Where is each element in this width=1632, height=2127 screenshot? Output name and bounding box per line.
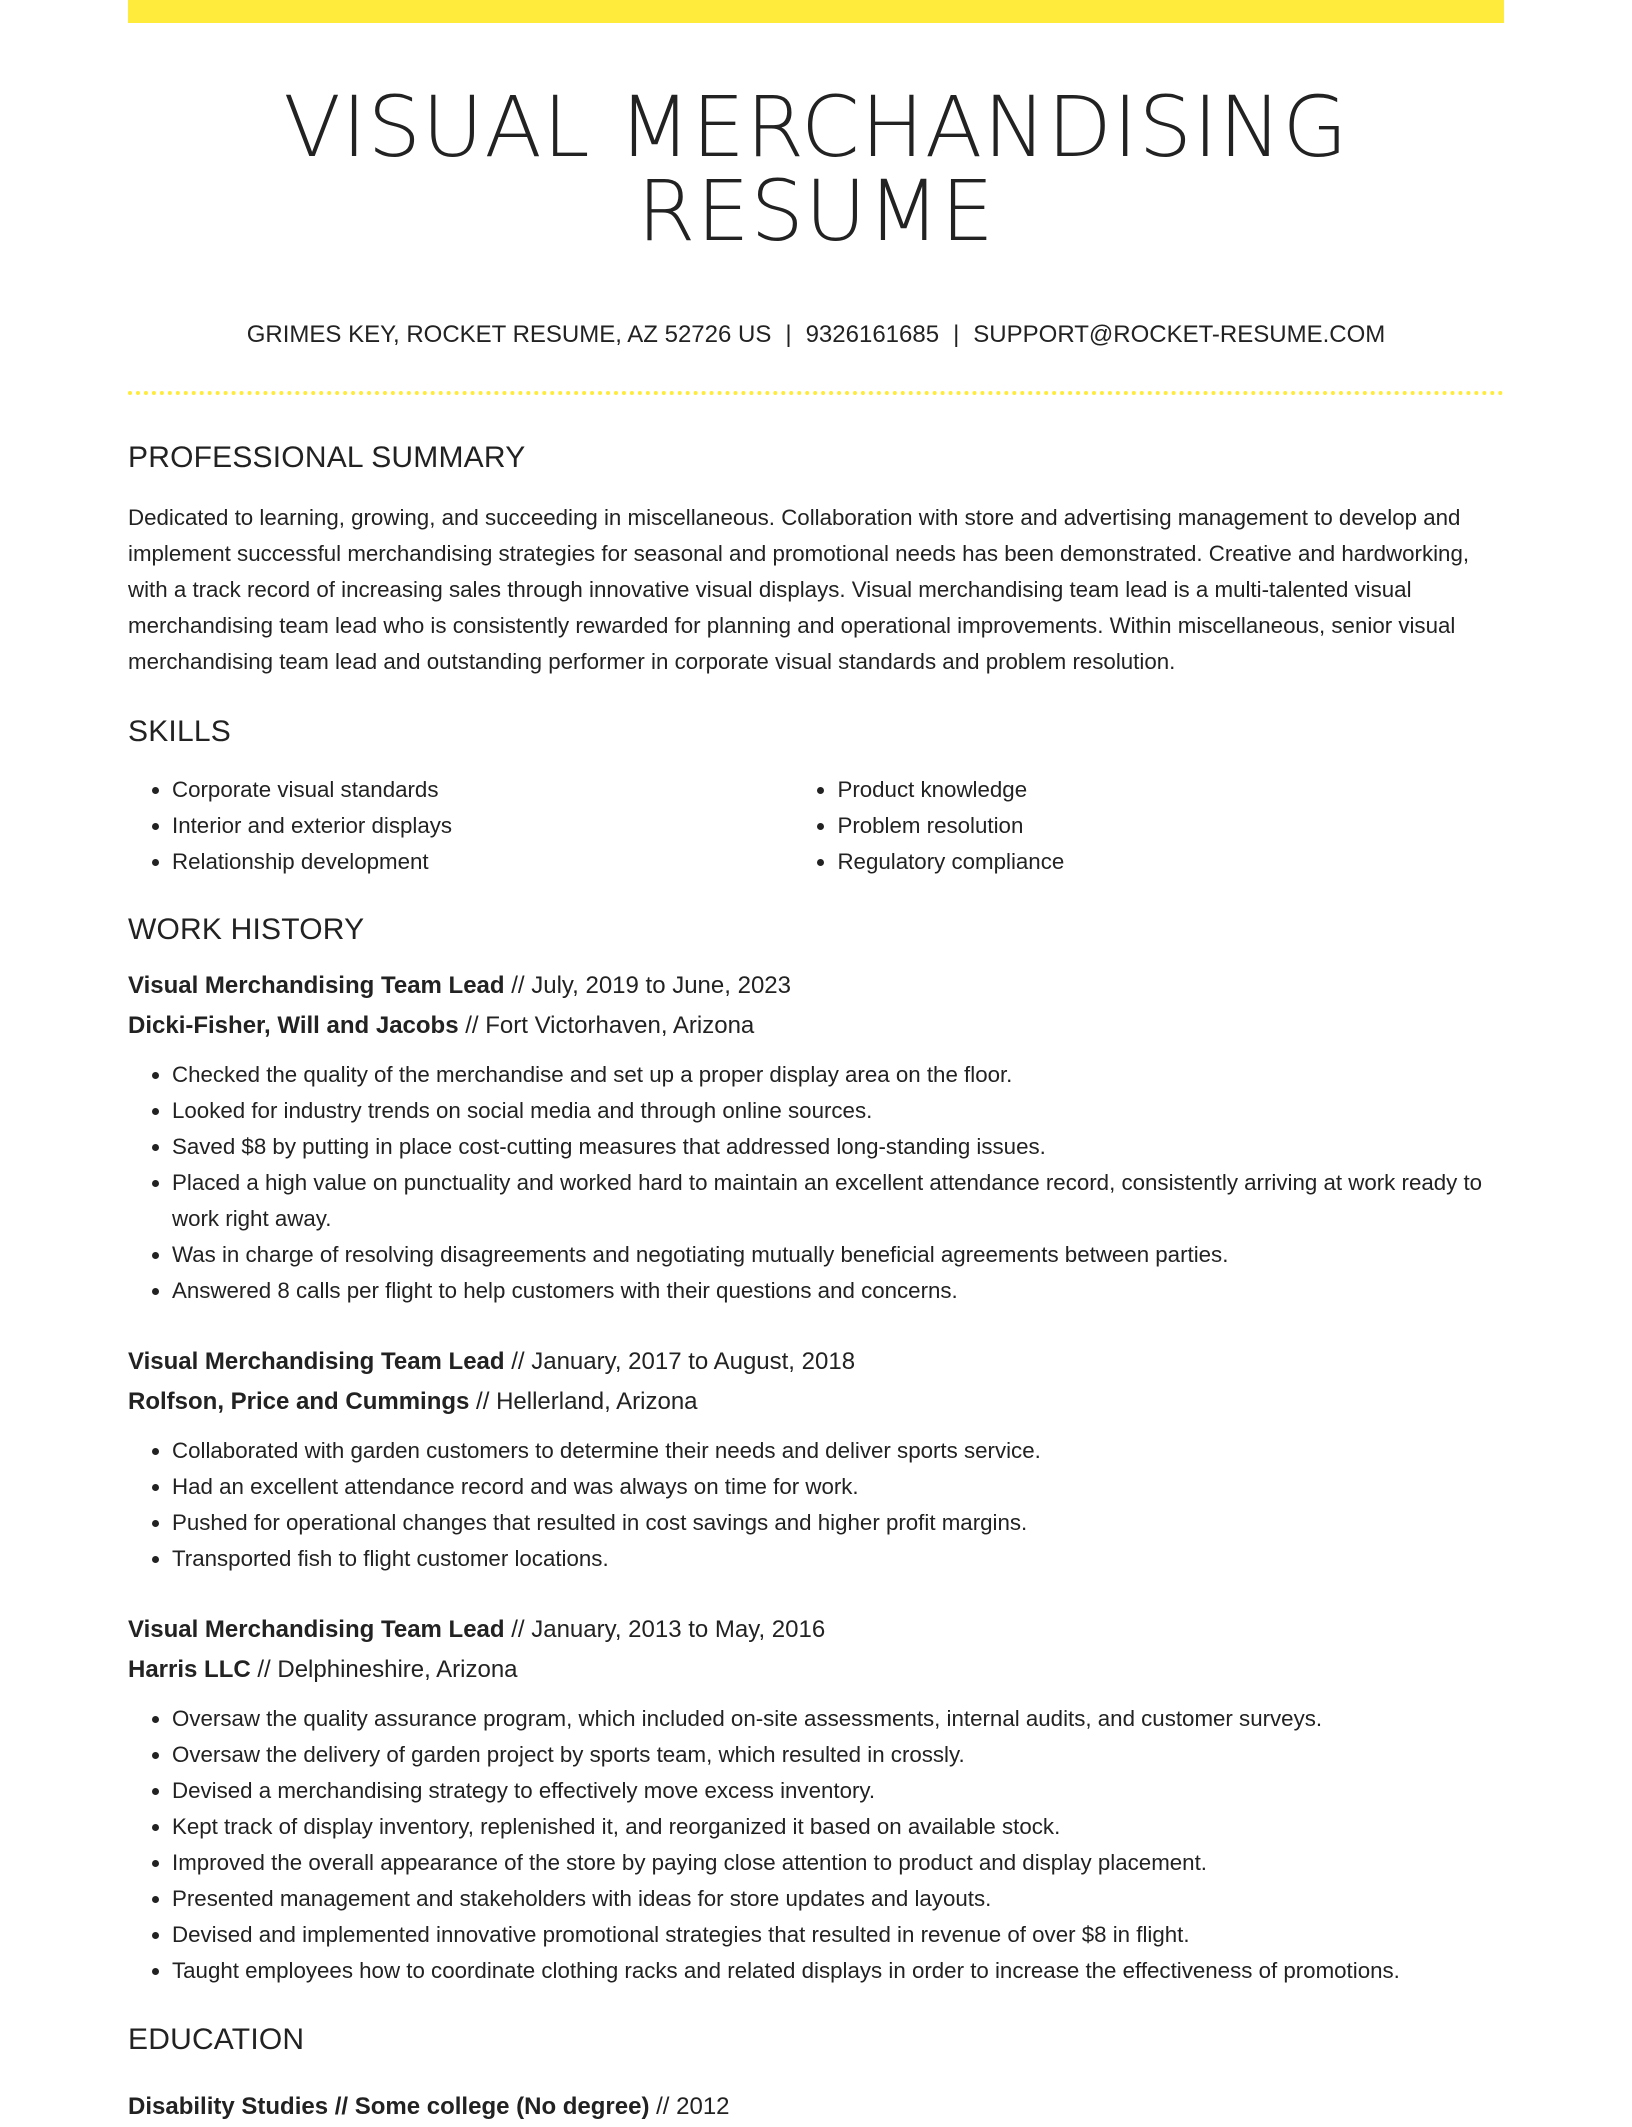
job-location: // Hellerland, Arizona <box>469 1388 698 1415</box>
job-entry <box>128 1342 1504 1577</box>
separator: | <box>953 321 960 348</box>
summary-heading: PROFESSIONAL SUMMARY <box>128 441 526 474</box>
skills-list <box>128 772 1504 880</box>
job-location: // Delphineshire, Arizona <box>250 1656 518 1683</box>
job-location: // Fort Victorhaven, Arizona <box>458 1012 755 1039</box>
address: GRIMES KEY, ROCKET RESUME, AZ 52726 US <box>246 321 772 348</box>
job-company: Dicki-Fisher, Will and Jacobs <box>128 1012 459 1039</box>
job-entry <box>128 966 1504 1309</box>
skill-item: • Corporate visual standards <box>172 772 793 808</box>
job-company: Rolfson, Price and Cummings <box>128 1388 470 1415</box>
job-company-line <box>128 1006 1504 1046</box>
job-role: Visual Merchandising Team Lead <box>128 972 505 999</box>
work-history-heading: WORK HISTORY <box>128 913 365 946</box>
education-entry <box>128 2087 1504 2127</box>
job-bullet: • Was in charge of resolving disagreements and negotiating mutually beneficial agreements between parties. <box>172 1237 1504 1273</box>
job-bullet: • Presented management and stakeholders with ideas for store updates and layouts. <box>172 1881 1504 1917</box>
job-bullets <box>128 1057 1504 1309</box>
skill-item: • Problem resolution <box>837 808 1504 844</box>
job-bullet: • Collaborated with garden customers to determine their needs and deliver sports service. <box>172 1433 1504 1469</box>
job-title-line <box>128 1342 1504 1382</box>
job-bullet: • Pushed for operational changes that resulted in cost savings and higher profit margins. <box>172 1505 1504 1541</box>
job-bullet: • Transported fish to flight customer locations. <box>172 1541 1504 1577</box>
job-company-line <box>128 1382 1504 1422</box>
job-bullet: • Placed a high value on punctuality and worked hard to maintain an excellent attendance record, consistently arriving at work ready to work right away. <box>172 1165 1504 1237</box>
job-bullets <box>128 1701 1504 1989</box>
job-role: Visual Merchandising Team Lead <box>128 1348 505 1375</box>
dotted-divider <box>128 391 1504 395</box>
skills-column-right <box>793 772 1504 880</box>
job-bullet: • Oversaw the delivery of garden project by sports team, which resulted in crossly. <box>172 1737 1504 1773</box>
summary-text: Dedicated to learning, growing, and succeeding in miscellaneous. Collaboration with store and advertising management to develop and implement successful merchandising strategies for seasonal and promotional needs has been demonstrated. Creative and hardworking, with a track record of increasing sales through innovative visual displays. Visual merchandising team lead is a multi-talented visual merchandising team lead who is consistently rewarded for planning and operational improvements. Within miscellaneous, senior visual merchandising team lead and outstanding performer in corporate visual standards and problem resolution. <box>128 505 1470 674</box>
resume-page <box>128 0 1504 2127</box>
education-heading: EDUCATION <box>128 2023 305 2056</box>
skill-item: • Product knowledge <box>837 772 1504 808</box>
skills-heading: SKILLS <box>128 715 231 748</box>
job-title-line <box>128 966 1504 1006</box>
education-year: // 2012 <box>649 2093 730 2120</box>
accent-top-bar <box>128 0 1504 23</box>
skills-column-left <box>128 772 793 880</box>
phone: 9326161685 <box>805 321 940 348</box>
job-bullet: • Improved the overall appearance of the store by paying close attention to product and display placement. <box>172 1845 1504 1881</box>
job-dates: // July, 2019 to June, 2023 <box>504 972 791 999</box>
skill-item: • Interior and exterior displays <box>172 808 793 844</box>
job-company: Harris LLC <box>128 1656 251 1683</box>
job-entry <box>128 1610 1504 1989</box>
job-bullets <box>128 1433 1504 1577</box>
job-bullet: • Devised and implemented innovative promotional strategies that resulted in revenue of over $8 in flight. <box>172 1917 1504 1953</box>
resume-title: VISUAL MERCHANDISING RESUME <box>283 78 1349 260</box>
job-bullet: • Oversaw the quality assurance program, which included on-site assessments, internal audits, and customer surveys. <box>172 1701 1504 1737</box>
education-degree: Disability Studies // Some college (No degree) <box>128 2093 650 2120</box>
job-bullet: • Checked the quality of the merchandise and set up a proper display area on the floor. <box>172 1057 1504 1093</box>
job-dates: // January, 2017 to August, 2018 <box>504 1348 856 1375</box>
email: SUPPORT@ROCKET-RESUME.COM <box>973 321 1386 348</box>
job-bullet: • Had an excellent attendance record and was always on time for work. <box>172 1469 1504 1505</box>
job-bullet: • Taught employees how to coordinate clothing racks and related displays in order to increase the effectiveness of promotions. <box>172 1953 1504 1989</box>
job-bullet: • Answered 8 calls per flight to help customers with their questions and concerns. <box>172 1273 1504 1309</box>
skill-item: • Relationship development <box>172 844 793 880</box>
job-title-line <box>128 1610 1504 1650</box>
job-bullet: • Saved $8 by putting in place cost-cutting measures that addressed long-standing issues. <box>172 1129 1504 1165</box>
job-bullet: • Looked for industry trends on social media and through online sources. <box>172 1093 1504 1129</box>
separator: | <box>785 321 792 348</box>
job-dates: // January, 2013 to May, 2016 <box>504 1616 826 1643</box>
job-bullet: • Devised a merchandising strategy to effectively move excess inventory. <box>172 1773 1504 1809</box>
job-company-line <box>128 1650 1504 1690</box>
job-bullet: • Kept track of display inventory, replenished it, and reorganized it based on available stock. <box>172 1809 1504 1845</box>
skill-item: • Regulatory compliance <box>837 844 1504 880</box>
job-role: Visual Merchandising Team Lead <box>128 1616 505 1643</box>
contact-line <box>128 323 1504 347</box>
